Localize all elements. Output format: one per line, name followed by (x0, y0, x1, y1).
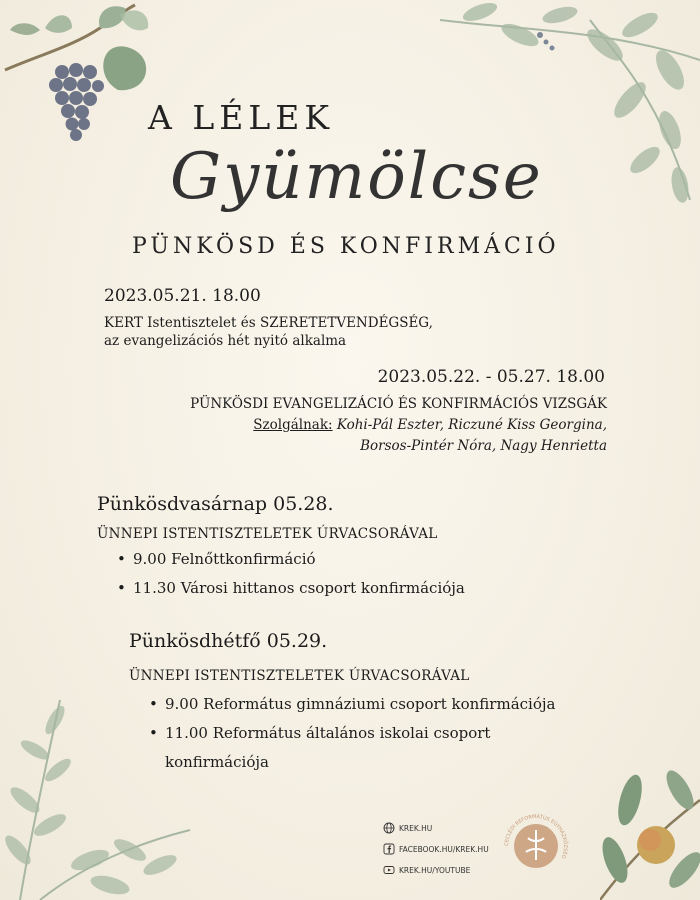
event2-caption: PÜNKÖSDI EVANGELIZÁCIÓ ÉS KONFIRMÁCIÓS VIZSGÁK (190, 396, 607, 412)
logo-text: CECLÉDI REFORMÁTUS EGYHÁZKÖZSÉG (503, 813, 569, 860)
event1-line2: az evangelizációs hét nyitó alkalma (104, 333, 347, 349)
grape-vine-illustration (0, 0, 170, 150)
list-item: • 11.30 Városi hittanos csoport konfirmációja (119, 574, 465, 603)
event2-servers-line2: Borsos-Pintér Nóra, Nagy Henrietta (360, 438, 607, 454)
monday-caption: ÜNNEPI ISTENTISZTELETEK ÚRVACSORÁVAL (129, 668, 470, 684)
event2-servers-line1 (253, 416, 607, 435)
contact-web-text: KREK.HU (399, 823, 433, 833)
title-line-1: A LÉLEK (148, 98, 334, 137)
peach-branch-illustration (600, 770, 700, 900)
sunday-heading: Pünkösdvasárnap 05.28. (97, 493, 334, 515)
list-item-text: 11.00 Református általános iskolai csoport (165, 724, 491, 742)
list-item: • 9.00 Felnőttkonfirmáció (119, 545, 465, 574)
sunday-list (97, 545, 465, 603)
title-line-2-script: Gyümölcse (170, 140, 543, 214)
subtitle: PÜNKÖSD ÉS KONFIRMÁCIÓ (132, 234, 560, 259)
monday-heading: Pünkösdhétfő 05.29. (129, 630, 328, 652)
contact-web[interactable] (383, 822, 432, 834)
event1-line1: KERT Istentisztelet és SZERETETVENDÉGSÉG, (104, 315, 433, 331)
globe-icon (383, 822, 395, 834)
youtube-icon (383, 864, 395, 876)
monday-list (129, 690, 555, 777)
servers-label: Szolgálnak: (253, 417, 333, 433)
contact-facebook-text: FACEBOOK.HU/KREK.HU (399, 844, 489, 854)
facebook-icon (383, 843, 395, 855)
event2-date: 2023.05.22. - 05.27. 18.00 (377, 367, 605, 387)
list-item-text-cont: konfirmációja (165, 753, 269, 771)
contact-facebook[interactable] (383, 843, 489, 855)
sunday-caption: ÜNNEPI ISTENTISZTELETEK ÚRVACSORÁVAL (97, 526, 438, 542)
servers-names-1: Kohi-Pál Eszter, Riczuné Kiss Georgina, (332, 417, 607, 433)
list-item (151, 719, 555, 777)
event1-date: 2023.05.21. 18.00 (104, 286, 261, 306)
contact-youtube-text: KREK.HU/YOUTUBE (399, 865, 471, 875)
contact-youtube[interactable] (383, 864, 470, 876)
church-logo (498, 808, 574, 884)
list-item: • 9.00 Református gimnáziumi csoport konfirmációja (151, 690, 555, 719)
